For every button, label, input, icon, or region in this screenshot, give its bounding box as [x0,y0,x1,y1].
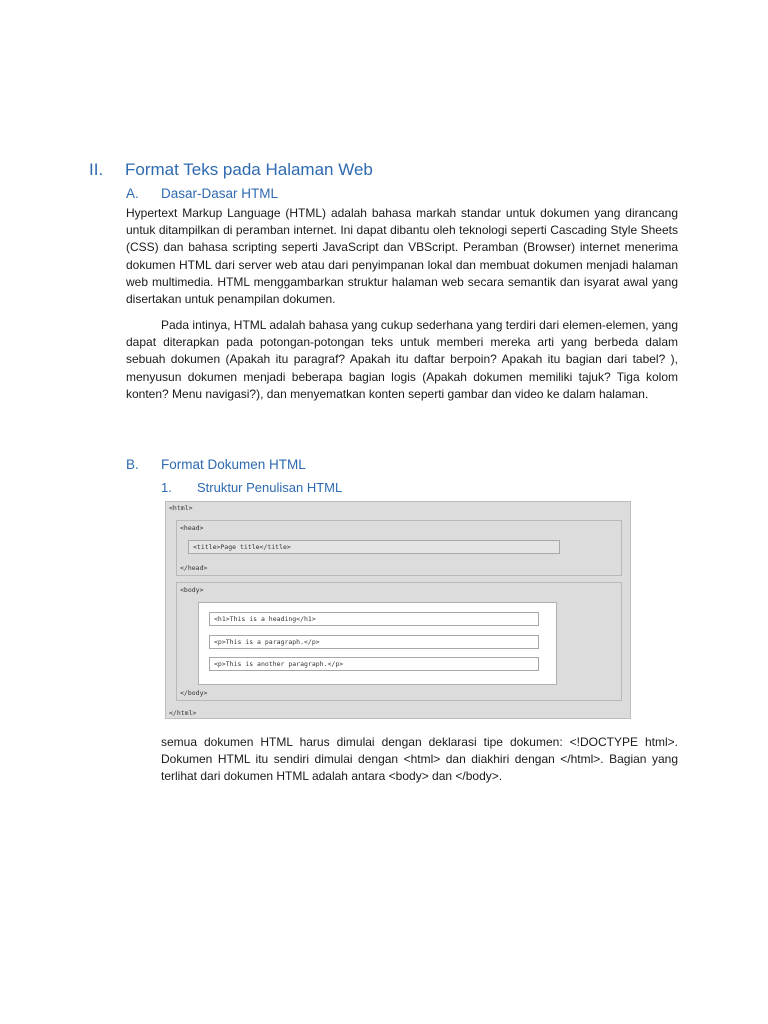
title-tag-text: <title>Page title</title> [193,543,291,551]
paragraph-structure: semua dokumen HTML harus dimulai dengan deklarasi tipe dokumen: <!DOCTYPE html>. Dokumen HTML itu sendiri dimulai dengan <html> dan diakhiri dengan </html>. Bagian yang terlihat dari dokumen HTML adalah antara <body> dan </body>. [161,735,678,784]
html-structure-diagram [165,501,631,719]
subsection-b-heading [126,457,306,472]
title-line [188,540,560,554]
p2-tag-text: <p>This is another paragraph.</p> [214,660,344,668]
paragraph-intro: Hypertext Markup Language (HTML) adalah bahasa markah standar untuk dokumen yang dirancang untuk ditampilkan di peramban internet. Ini dapat dibantu oleh teknologi seperti Cascading Style Sheets (CSS) dan bahasa scripting seperti JavaScript dan VBScript. Peramban (Browser) internet menerima dokumen HTML dari server web atau dari penyimpanan lokal dan membuat dokumen menjadi halaman web multimedia. HTML menggambarkan struktur halaman web secara semantik dan isyarat awal yang disertakan untuk penampilan dokumen. [126,206,678,307]
body-open-tag: <body> [180,586,204,594]
body-section-box [176,582,622,701]
h1-tag-text: <h1>This is a heading</h1> [214,615,316,623]
html-open-tag: <html> [169,504,193,512]
body-content-box [198,602,557,685]
subsection-b-title: Format Dokumen HTML [161,457,306,472]
item-1-heading [161,480,342,495]
section-number: II. [89,160,104,179]
p1-line [209,635,539,649]
subsection-b-letter: B. [126,457,139,472]
subsection-a-heading [126,186,278,201]
html-close-tag: </html> [169,709,197,717]
head-close-tag: </head> [180,564,208,572]
paragraph-core: Pada intinya, HTML adalah bahasa yang cukup sederhana yang terdiri dari elemen-elemen, yang dapat diterapkan pada potongan-potongan teks untuk memberi mereka arti yang berbeda dalam sebuah dokumen (Apakah itu paragraf? Apakah itu daftar berpoin? Apakah itu bagian dari tabel? ), menyusun dokumen menjadi beberapa bagian logis (Apakah dokumen memiliki tajuk? Tiga kolom konten? Menu navigasi?), dan menyematkan konten seperti gambar dan video ke dalam halaman. [126,318,678,401]
h1-line [209,612,539,626]
p2-line [209,657,539,671]
section-title: Format Teks pada Halaman Web [125,160,373,179]
section-heading [89,160,373,180]
head-open-tag: <head> [180,524,204,532]
subsection-a-letter: A. [126,186,139,201]
item-1-title: Struktur Penulisan HTML [197,480,343,495]
head-section-box [176,520,622,576]
subsection-a-title: Dasar-Dasar HTML [161,186,279,201]
p1-tag-text: <p>This is a paragraph.</p> [214,638,320,646]
item-1-number: 1. [161,480,172,495]
body-close-tag: </body> [180,689,208,697]
